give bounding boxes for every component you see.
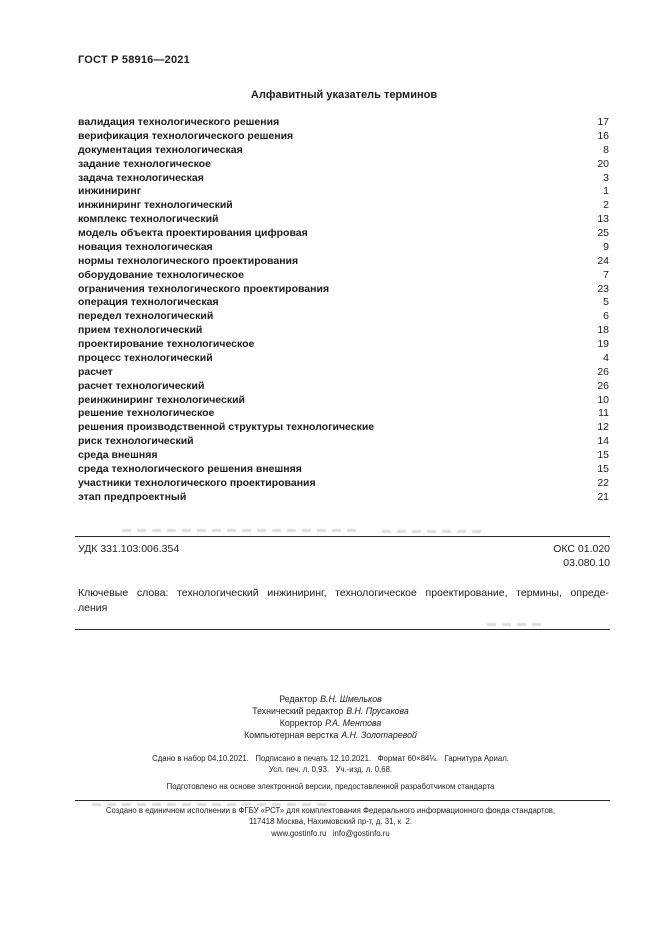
index-row xyxy=(78,310,609,324)
index-page-number: 14 xyxy=(597,435,609,448)
index-page-number: 3 xyxy=(603,171,609,184)
credits-block xyxy=(0,693,661,741)
credit-name: Р.А. Ментова xyxy=(325,718,382,728)
index-row xyxy=(78,199,609,213)
credit-line xyxy=(0,729,661,741)
credit-role: Технический редактор xyxy=(252,706,344,716)
index-page-number: 11 xyxy=(598,407,609,420)
udk-code: УДК 331.103:006.354 xyxy=(78,543,180,555)
index-row xyxy=(78,352,609,366)
index-list xyxy=(78,116,609,505)
index-row xyxy=(78,269,609,283)
scan-bleed-artifact xyxy=(122,529,362,532)
index-term: процесс технологический xyxy=(78,351,213,364)
index-term: решение технологическое xyxy=(78,407,215,420)
index-row xyxy=(78,296,609,310)
index-term: риск технологический xyxy=(78,435,194,448)
oks-codes xyxy=(410,543,610,570)
index-term: задание технологическое xyxy=(78,157,211,170)
index-row xyxy=(78,172,609,186)
index-page-number: 17 xyxy=(597,116,609,128)
index-page-number: 5 xyxy=(603,296,609,309)
index-page-number: 18 xyxy=(597,324,609,337)
index-page-number: 13 xyxy=(597,213,609,226)
index-row xyxy=(78,213,609,227)
index-row xyxy=(78,324,609,338)
index-page-number: 25 xyxy=(597,227,609,239)
index-row xyxy=(78,449,609,463)
horizontal-rule-middle xyxy=(75,629,610,630)
credit-name: А.Н. Золотаревой xyxy=(341,730,417,740)
credit-role: Редактор xyxy=(279,694,318,704)
index-page-number: 15 xyxy=(597,449,609,461)
index-row xyxy=(78,241,609,255)
credit-role: Корректор xyxy=(279,718,323,728)
index-term: расчет технологический xyxy=(78,379,205,392)
keywords-line1: Ключевые слова: технологический инжиниринг, технологическое проектирование, термины, опреде- xyxy=(78,587,609,599)
index-term: ограничения технологического проектирования xyxy=(78,282,330,295)
index-page-number: 1 xyxy=(603,185,609,198)
index-row xyxy=(78,366,609,380)
index-term: задача технологическая xyxy=(78,171,204,184)
index-row xyxy=(78,338,609,352)
colophon-block xyxy=(0,753,661,775)
index-row xyxy=(78,407,609,421)
keywords-paragraph xyxy=(78,586,609,616)
index-page-number: 6 xyxy=(603,310,609,323)
credit-role: Компьютерная верстка xyxy=(244,730,339,740)
index-term: реинжиниринг технологический xyxy=(78,393,246,406)
credit-name: В.Н. Прусакова xyxy=(346,706,409,716)
index-term: верификация технологического решения xyxy=(78,129,294,142)
index-page-number: 12 xyxy=(597,421,609,434)
index-page-number: 22 xyxy=(597,476,609,489)
index-term: передел технологический xyxy=(78,310,214,323)
index-page-number: 8 xyxy=(603,143,609,156)
index-page-number: 7 xyxy=(603,268,609,281)
scan-bleed-artifact xyxy=(382,530,487,533)
scan-bleed-artifact xyxy=(92,803,327,806)
index-term: решения производственной структуры технологические xyxy=(78,421,375,434)
index-term: операция технологическая xyxy=(78,296,219,309)
index-page-number: 15 xyxy=(597,462,609,475)
index-row xyxy=(78,463,609,477)
index-term: прием технологический xyxy=(78,324,203,337)
index-term: инжиниринг технологический xyxy=(78,199,233,212)
publisher-block xyxy=(0,805,661,839)
index-page-number: 26 xyxy=(597,379,609,392)
index-term: оборудование технологическое xyxy=(78,268,244,281)
index-row xyxy=(78,255,609,269)
index-term: комплекс технологический xyxy=(78,213,219,226)
prepared-note: Подготовлено на основе электронной версии, предоставленной разработчиком стандарта xyxy=(166,782,495,791)
index-term: этап предпроектный xyxy=(78,490,187,503)
colophon-line1: Сдано в набор 04.10.2021. Подписано в печать 12.10.2021. Формат 60×84⅛. Гарнитура Ариал. xyxy=(152,754,509,763)
index-term: нормы технологического проектирования xyxy=(78,254,299,267)
index-page-number: 9 xyxy=(603,240,609,253)
index-row xyxy=(78,477,609,491)
index-row xyxy=(78,421,609,435)
index-term: инжиниринг xyxy=(78,185,142,198)
index-term: среда внешняя xyxy=(78,449,158,461)
index-page-number: 20 xyxy=(597,157,609,170)
index-row xyxy=(78,394,609,408)
index-term: участники технологического проектирования xyxy=(78,476,316,489)
horizontal-rule-bottom xyxy=(75,800,610,801)
index-page-number: 23 xyxy=(597,282,609,295)
publisher-contacts: www.gostinfo.ru info@gostinfo.ru xyxy=(271,828,390,838)
publisher-line2: 117418 Москва, Нахимовский пр-т, д. 31, к 2. xyxy=(248,817,413,827)
index-term: новация технологическая xyxy=(78,240,213,253)
index-term: расчет xyxy=(78,365,113,378)
index-term: документация технологическая xyxy=(78,143,243,156)
publisher-line1: Создано в единичном исполнении в ФГБУ «РСТ» для комплектования Федерального информационного фонда стандартов, xyxy=(105,806,556,815)
index-row xyxy=(78,130,609,144)
index-page-number: 4 xyxy=(603,351,609,364)
colophon-line2: Усл. печ. л. 0,93. Уч.-изд. л. 0,68. xyxy=(268,765,393,774)
index-page-number: 2 xyxy=(603,199,609,212)
index-row xyxy=(78,435,609,449)
oks-code-line2: 03.080.10 xyxy=(563,556,610,569)
credit-name: В.Н. Шмельков xyxy=(320,694,382,704)
index-page-number: 10 xyxy=(597,393,609,406)
index-term: среда технологического решения внешняя xyxy=(78,462,302,475)
scan-bleed-artifact xyxy=(487,623,545,626)
index-page-number: 21 xyxy=(597,490,609,503)
index-page-number: 19 xyxy=(597,338,609,350)
credit-line xyxy=(0,717,661,729)
index-title: Алфавитный указатель терминов xyxy=(250,89,438,101)
index-term: проектирование технологическое xyxy=(78,338,255,350)
index-row xyxy=(78,116,609,130)
index-page-number: 24 xyxy=(597,254,609,267)
index-page-number: 26 xyxy=(597,365,609,378)
keywords-line2: ления xyxy=(78,602,108,614)
index-term: модель объекта проектирования цифровая xyxy=(78,227,308,239)
credit-line xyxy=(0,705,661,717)
credit-line xyxy=(0,693,661,705)
index-row xyxy=(78,491,609,505)
doc-code: ГОСТ Р 58916—2021 xyxy=(78,54,190,66)
index-row xyxy=(78,185,609,199)
index-row xyxy=(78,158,609,172)
index-page-number: 16 xyxy=(597,129,609,142)
index-row xyxy=(78,144,609,158)
oks-code-line1: ОКС 01.020 xyxy=(553,543,610,555)
index-row xyxy=(78,380,609,394)
index-row xyxy=(78,283,609,297)
index-row xyxy=(78,227,609,241)
index-term: валидация технологического решения xyxy=(78,116,280,128)
horizontal-rule-top xyxy=(75,536,610,537)
